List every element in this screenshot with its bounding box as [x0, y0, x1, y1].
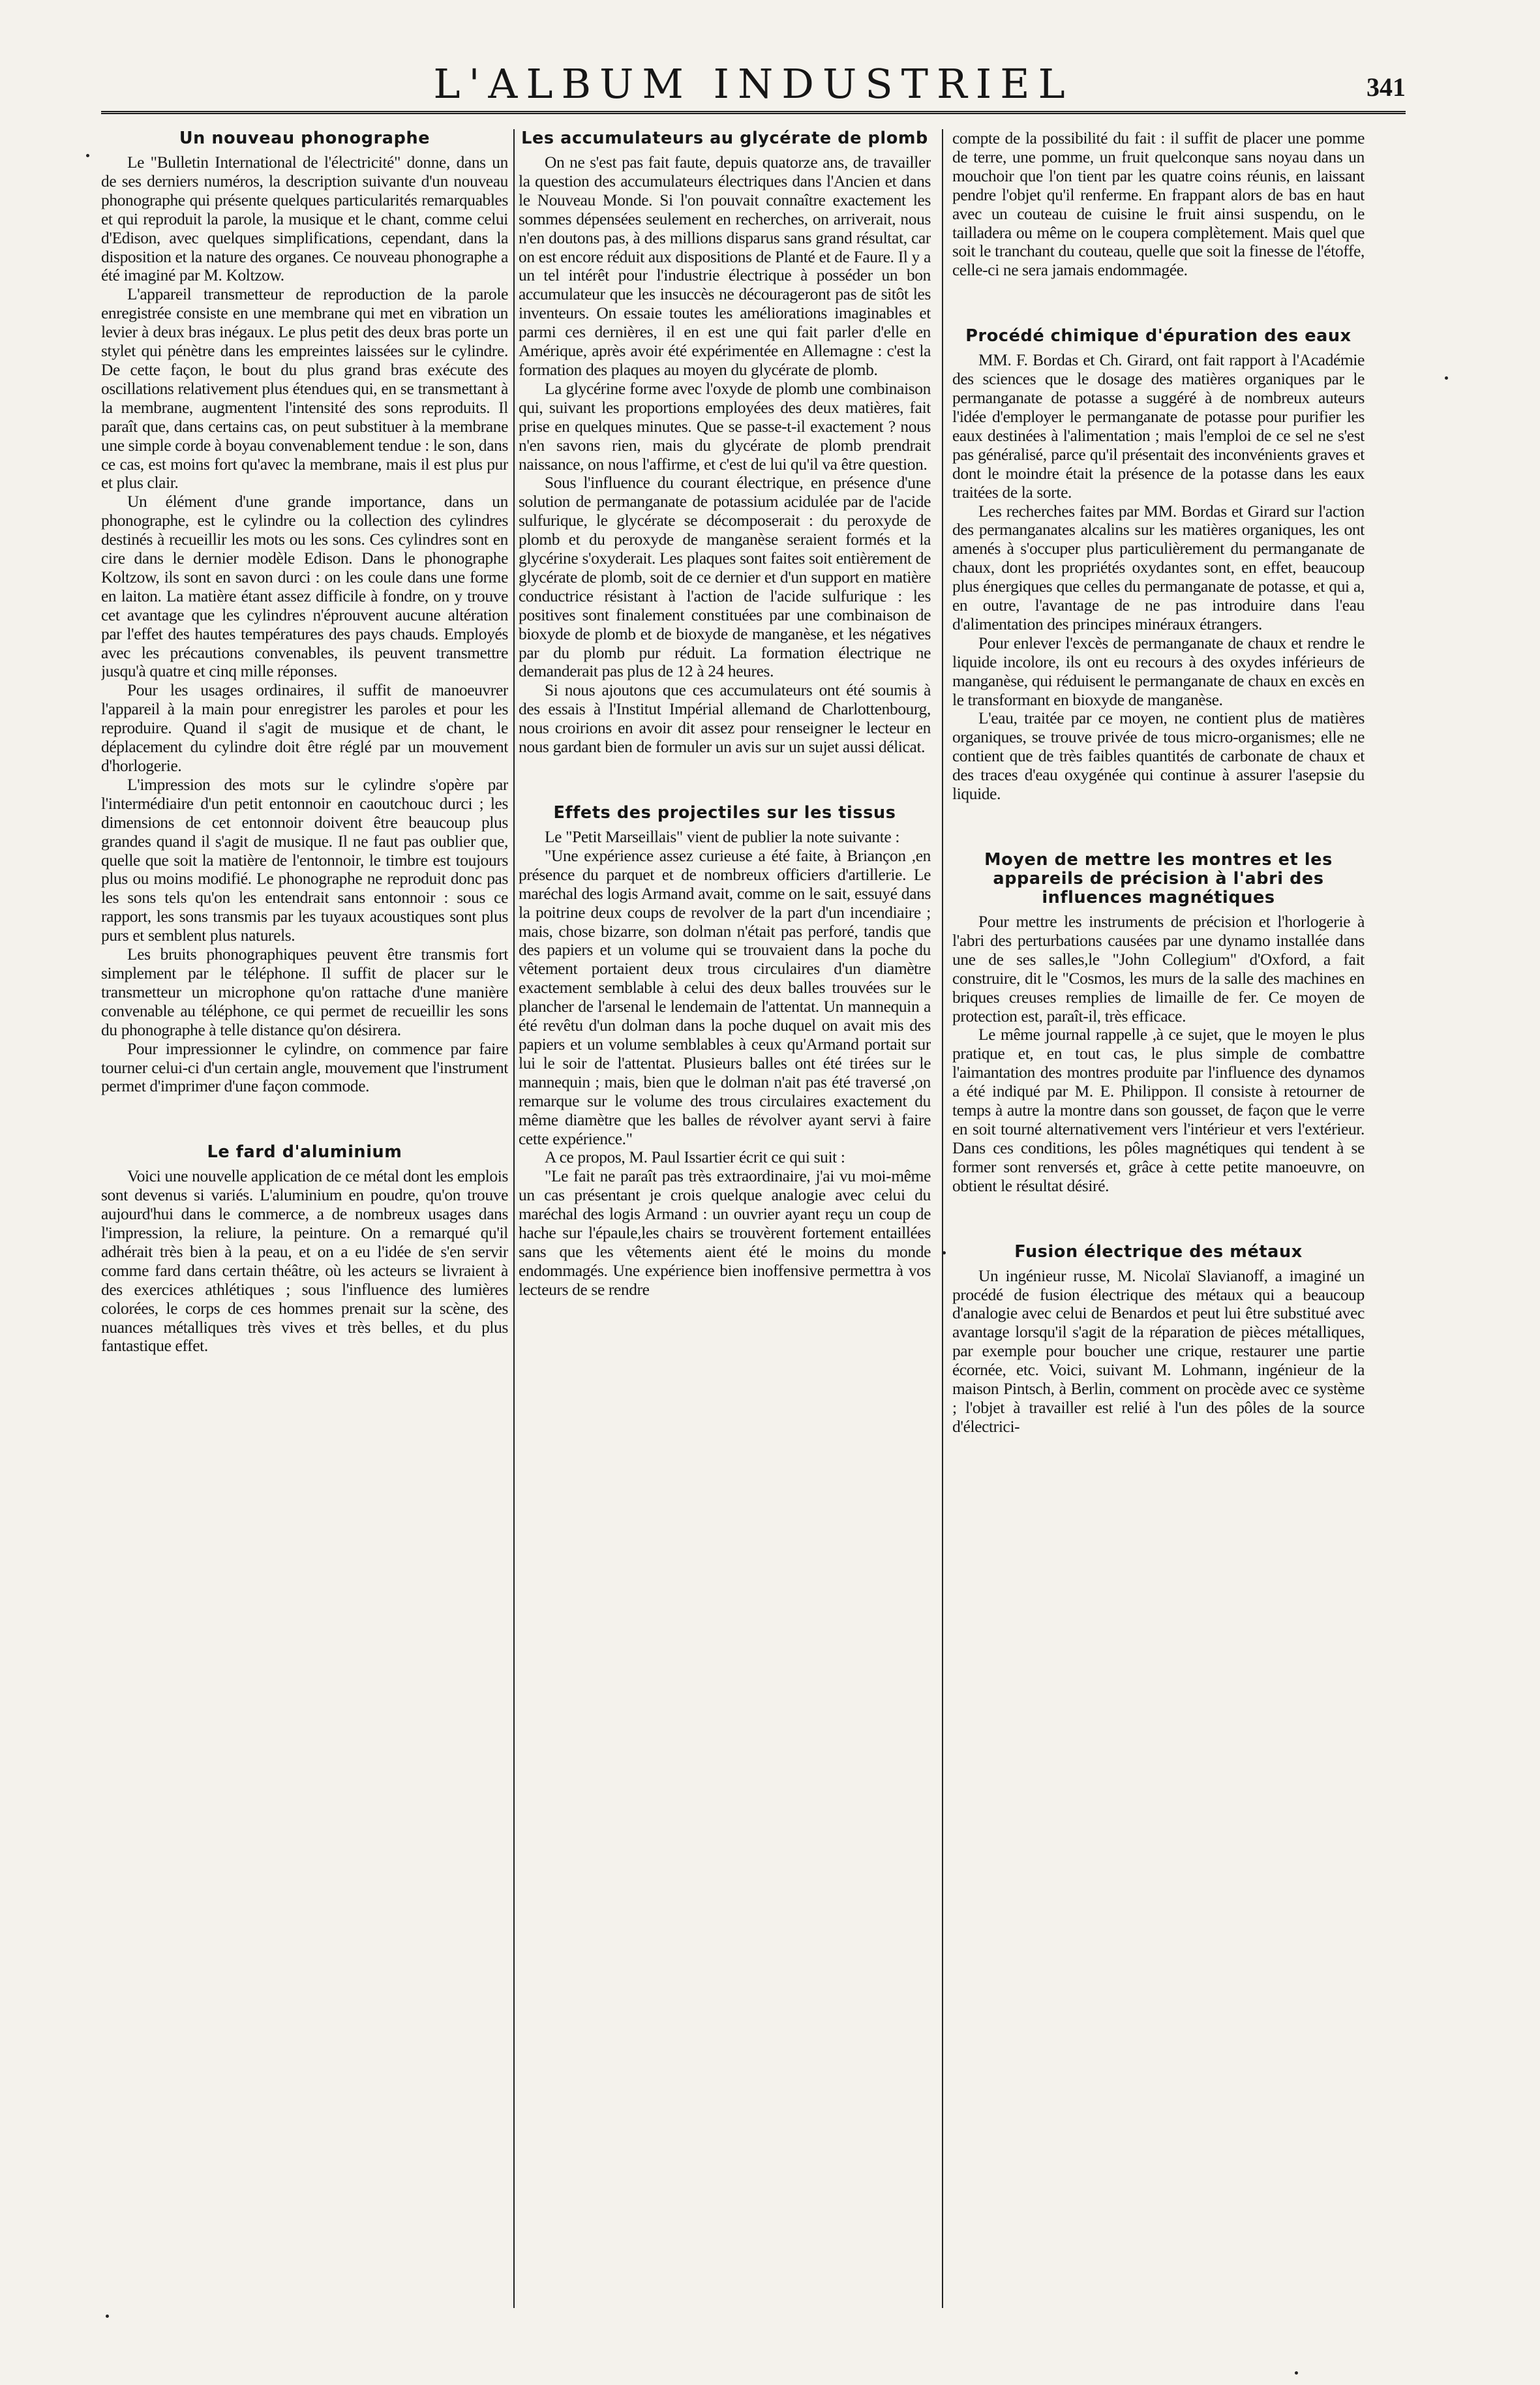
article-title: Un nouveau phonographe: [179, 129, 430, 148]
article-paragraph: Le même journal rappelle ,à ce sujet, que le moyen le plus pratique et, en tout cas, le plus simple de combattre l'aimantation des montres produite par l'influence des dynamos a été indiqué par M. E. Philippon. Il consiste à retourner de temps à autre la montre dans son gousset, de façon que le verre en soit tourné alternativement vers l'intérieur et vers l'extérieur. Dans ces conditions, les pôles magnétiques qui tendent à se former sont renversés et, grâce à cette petite manoeuvre, on obtient le résultat désiré.: [952, 1025, 1365, 1195]
column-rule: [513, 129, 515, 2308]
article-paragraph: "Une expérience assez curieuse a été faite, à Briançon ,en présence du parquet et de nombreux officiers d'artillerie. Le maréchal des logis Armand avait, comme on le sait, essuyé dans la poitrine deux coups de revolver de la part d'un incendiaire ; mais, chose bizarre, son dolman n'était pas perforé, tandis que des papiers et un volume qui se trouvaient dans la poche du vêtement portaient deux trous circulaires d'un diamètre exactement semblable à celui des deux balles trouvées sur le plancher de l'arsenal le lendemain de l'attentat. Un mannequin a été revêtu d'un dolman dans la poche duquel on avait mis des papiers et un volume semblables à ceux qu'Armand portait sur lui le soir de l'attentat. Plusieurs balles ont été tirées sur le mannequin ; mais, bien que le dolman n'ait pas été traversé ,on remarque sur le volume des trous circulaires exactement du même diamètre que les balles de révolver ayant servi à faire cette expérience.": [519, 846, 931, 1148]
print-speck: [943, 1251, 946, 1254]
column-2: [519, 129, 931, 2308]
article-paragraph: L'impression des mots sur le cylindre s'opère par l'intermédiaire d'un petit entonnoir en caoutchouc durci ; les dimensions de cet entonnoir doivent être beaucoup plus grandes quand il s'agit de musique. Il ne faut pas oublier que, quelle que soit la matière de l'entonnoir, le timbre est toujours plus ou moins modifié. Le phonographe ne reproduit donc pas les sons tels qu'on les entendrait sans entonnoir : sous ce rapport, les sons transmis par les tuyaux acoustiques sont plus purs et semblent plus naturels.: [101, 775, 508, 945]
article-paragraph: Si nous ajoutons que ces accumulateurs ont été soumis à des essais à l'Institut Impérial allemand de Charlottenbourg, nous croirions en avoir dit assez pour renseigner le lecteur en nous gardant bien de formuler un avis sur un sujet aussi délicat.: [519, 681, 931, 757]
column-1: [101, 129, 508, 2308]
article: [952, 1243, 1365, 1436]
print-speck: [1295, 2371, 1298, 2375]
article: [952, 851, 1365, 1196]
article: [952, 327, 1365, 804]
article: [952, 129, 1365, 280]
article-title: Fusion électrique des métaux: [1014, 1241, 1303, 1262]
article-paragraph: MM. F. Bordas et Ch. Girard, ont fait rapport à l'Académie des sciences que le dosage des matières organiques par le permanganate de potasse a suggéré à de nombreux auteurs l'idée d'employer le permanganate de potasse pour purifier les eaux destinées à l'alimentation ; mais l'emploi de ce sel ne s'est pas généralisé, parce qu'il présentait des inconvénients graves et dont le moindre était la présence de la potasse dans les eaux traitées de la sorte.: [952, 351, 1365, 502]
article-paragraph: compte de la possibilité du fait : il suffit de placer une pomme de terre, une pomme, un fruit quelconque sans noyau dans un mouchoir que l'on tient par les quatre coins réunis, en laissant pendre l'objet qu'il renferme. En frappant alors de bas en haut avec un couteau de cuisine le fruit ainsi suspendu, on le tailladera ou même on le coupera complètement. Mais quel que soit le tranchant du couteau, quelle que soit la finesse de l'étoffe, celle-ci ne sera jamais endommagée.: [952, 129, 1365, 280]
article-paragraph: Pour mettre les instruments de précision et l'horlogerie à l'abri des perturbations causées par une dynamo installée dans une de ses salles,le "John Collegium" d'Oxford, a fait construire, dit le "Cosmos, les murs de la salle des machines en briques creuses remplies de limaille de fer. Ce moyen de protection est, paraît-il, très efficace.: [952, 913, 1365, 1025]
article-paragraph: Les bruits phonographiques peuvent être transmis fort simplement par le téléphone. Il suffit de placer sur le transmetteur un microphone qu'on rattache d'une manière convenable au téléphone, ce qui permet de recueillir les sons du phonographe à telle distance qu'on désirera.: [101, 945, 508, 1039]
article-paragraph: A ce propos, M. Paul Issartier écrit ce qui suit :: [545, 1148, 845, 1167]
article-paragraph: Pour enlever l'excès de permanganate de chaux et rendre le liquide incolore, ils ont eu recours à des oxydes inférieurs de manganèse, qui réduisent le permanganate de chaux en excès en le transformant en bioxyde de manganèse.: [952, 633, 1365, 709]
article-paragraph: Sous l'influence du courant électrique, en présence d'une solution de permanganate de potassium acidulée par de l'acide sulfurique, le glycérate se décomposerait : du peroxyde de plomb et du peroxyde de manganèse seraient formés et la glycérine s'oxyderait. Les plaques sont faites soit entièrement de glycérate de plomb, soit de ce dernier et d'un support en matière conductrice résistant à l'action de l'acide sulfurique : les positives sont finalement constituées par une combinaison de bioxyde de plomb et de bioxyde de manganèse, et les négatives par du plomb pur réduit. La formation électrique ne demanderait pas plus de 12 à 24 heures.: [519, 474, 931, 681]
article-title: Moyen de mettre les montres et les appareils de précision à l'abri des influences magnétiques: [984, 850, 1333, 907]
article-title: Procédé chimique d'épuration des eaux: [965, 326, 1351, 346]
article-paragraph: Le "Petit Marseillais" vient de publier la note suivante :: [545, 828, 900, 846]
print-speck: [106, 2315, 109, 2318]
article-title: Effets des projectiles sur les tissus: [553, 803, 896, 823]
column-rule: [942, 129, 943, 2308]
article-paragraph: Un élément d'une grande importance, dans un phonographe, est le cylindre ou la collection des cylindres destinés à recueillir les mots ou les sons. Ces cylindres sont en cire dans le dernier modèle Edison. Dans le phonographe Koltzow, ils sont en savon durci : on les coule dans une forme en laiton. La matière étant assez difficile à fondre, on y trouve cet avantage que les cylindres n'éprouvent aucune altération par l'effet des hautes températures des pays chauds. Employés avec les précautions convenables, ils peuvent transmettre jusqu'à quatre et cinq mille réponses.: [101, 493, 508, 681]
article-title: Le fard d'aluminium: [207, 1142, 402, 1162]
page-header: [101, 60, 1406, 114]
article-paragraph: Voici une nouvelle application de ce métal dont les emplois sont devenus si variés. L'aluminium en poudre, qu'on trouve aujourd'hui dans le commerce, a de nombreux usages dans l'impression, la reliure, la peinture. On a remarqué qu'il adhérait très bien à la peau, et on a eu l'idée de s'en servir comme fard dans certain théâtre, où les acteurs se livraient à des exercices athlétiques ; sous l'influence des lumières colorées, le corps de ces hommes prenait sur la scène, des nuances métalliques très vives et très belles, et du plus fantastique effet.: [101, 1167, 508, 1356]
article-paragraph: Pour impressionner le cylindre, on commence par faire tourner celui-ci d'un certain angle, mouvement que l'instrument permet d'imprimer d'une façon commode.: [101, 1039, 508, 1096]
article: [101, 129, 508, 1096]
article-title: Les accumulateurs au glycérate de plomb: [521, 129, 928, 148]
article-paragraph: L'appareil transmetteur de reproduction de la parole enregistrée consiste en une membrane qui met en vibration un levier à deux bras inégaux. Le plus petit des deux bras porte un stylet qui pénètre dans les empreintes laissées sur le cylindre. De cette façon, le bout du plus grand bras exécute des oscillations relativement plus étendues qui, en se transmettant à la membrane, augmentent l'intensité des sons reproduits. Il paraît que, dans certains cas, on peut substituer à la membrane une simple corde à boyau convenablement tendue : le son, dans ce cas, est moins fort qu'avec la membrane, mais il est plus pur et plus clair.: [101, 285, 508, 493]
article-paragraph: La glycérine forme avec l'oxyde de plomb une combinaison qui, suivant les proportions employées des deux matières, fait prise en quelques minutes. Que se passe-t-il exactement ? nous n'en savons rien, mais du glycérate de plomb prendrait naissance, on nous l'affirme, et c'est de lui qu'il va être question.: [519, 379, 931, 474]
article: [101, 1143, 508, 1356]
print-speck: [86, 154, 89, 157]
article-paragraph: Pour les usages ordinaires, il suffit de manoeuvrer l'appareil à la main pour enregistrer les paroles et pour les reproduire. Quand il s'agit de musique et de chant, le déplacement du cylindre doit être réglé par un mouvement d'horlogerie.: [101, 681, 508, 775]
page-number: 341: [1366, 72, 1406, 102]
article: [519, 804, 931, 1299]
article-paragraph: Le "Bulletin International de l'électricité" donne, dans un de ses derniers numéros, la description suivante d'un nouveau phonographe qui présente quelques particularités remarquables et qui reproduit la parole, la musique et le chant, comme celui d'Edison, avec quelques simplifications, cependant, dans la disposition et la nature des organes. Ce nouveau phonographe a été imaginé par M. Koltzow.: [101, 153, 508, 285]
journal-title: L'ALBUM INDUSTRIEL: [433, 60, 1074, 108]
article-paragraph: Les recherches faites par MM. Bordas et Girard sur l'action des permanganates alcalins sur les matières organiques, les ont amenés à s'occuper plus particulièrement du permanganate de chaux, dont les propriétés oxydantes sont, en effet, beaucoup plus énergiques que celles du permanganate de potasse, et qui a, en outre, l'avantage de ne pas introduire dans l'eau d'alimentation des principes minéraux étrangers.: [952, 502, 1365, 633]
article-paragraph: "Le fait ne paraît pas très extraordinaire, j'ai vu moi-même un cas présentant je crois quelque analogie avec celui du maréchal des logis Armand : un ouvrier ayant reçu un coup de hache sur l'épaule,les chairs se trouvèrent fortement entaillées sans que les vêtements aient été le moins du monde endommagés. Une expérience bien inoffensive permettra à vos lecteurs de se rendre: [519, 1167, 931, 1299]
print-speck: [1445, 376, 1448, 380]
article: [519, 129, 931, 757]
article-paragraph: On ne s'est pas fait faute, depuis quatorze ans, de travailler la question des accumulateurs électriques dans l'Ancien et dans le Nouveau Monde. Si l'on pouvait connaître exactement les sommes dépensées seulement en recherches, on arriverait, nous n'en doutons pas, à des millions disparus sans grand résultat, car on est encore réduit aux dispositions de Planté et de Faure. Il y a un tel intérêt pour l'industrie électrique à posséder un bon accumulateur que les insuccès ne décourageront pas de sitôt les inventeurs. On essaie toutes les améliorations imaginables et parmi ces dernières, il en est une qui fait parler d'elle en Amérique, après avoir été expérimentée en Allemagne : c'est la formation des plaques au moyen du glycérate de plomb.: [519, 153, 931, 379]
article-paragraph: L'eau, traitée par ce moyen, ne contient plus de matières organiques, se trouve privée de tous micro-organismes; elle ne contient que de très faibles quantités de carbonate de chaux et des traces d'eau oxygénée qui continue à assurer l'asepsie du liquide.: [952, 709, 1365, 804]
column-3: [952, 129, 1365, 2308]
article-paragraph: Un ingénieur russe, M. Nicolaï Slavianoff, a imaginé un procédé de fusion électrique des métaux qui a beaucoup d'analogie avec celui de Benardos et peut lui être substitué avec avantage lorsqu'il s'agit de la réparation de pièces métalliques, par exemple pour boucher une crique, restaurer une partie écornée, etc. Voici, suivant M. Lohmann, ingénieur de la maison Pintsch, à Berlin, comment on procède avec ce système ; l'objet à travailler est relié à l'un des pôles de la source d'électrici-: [952, 1266, 1365, 1436]
